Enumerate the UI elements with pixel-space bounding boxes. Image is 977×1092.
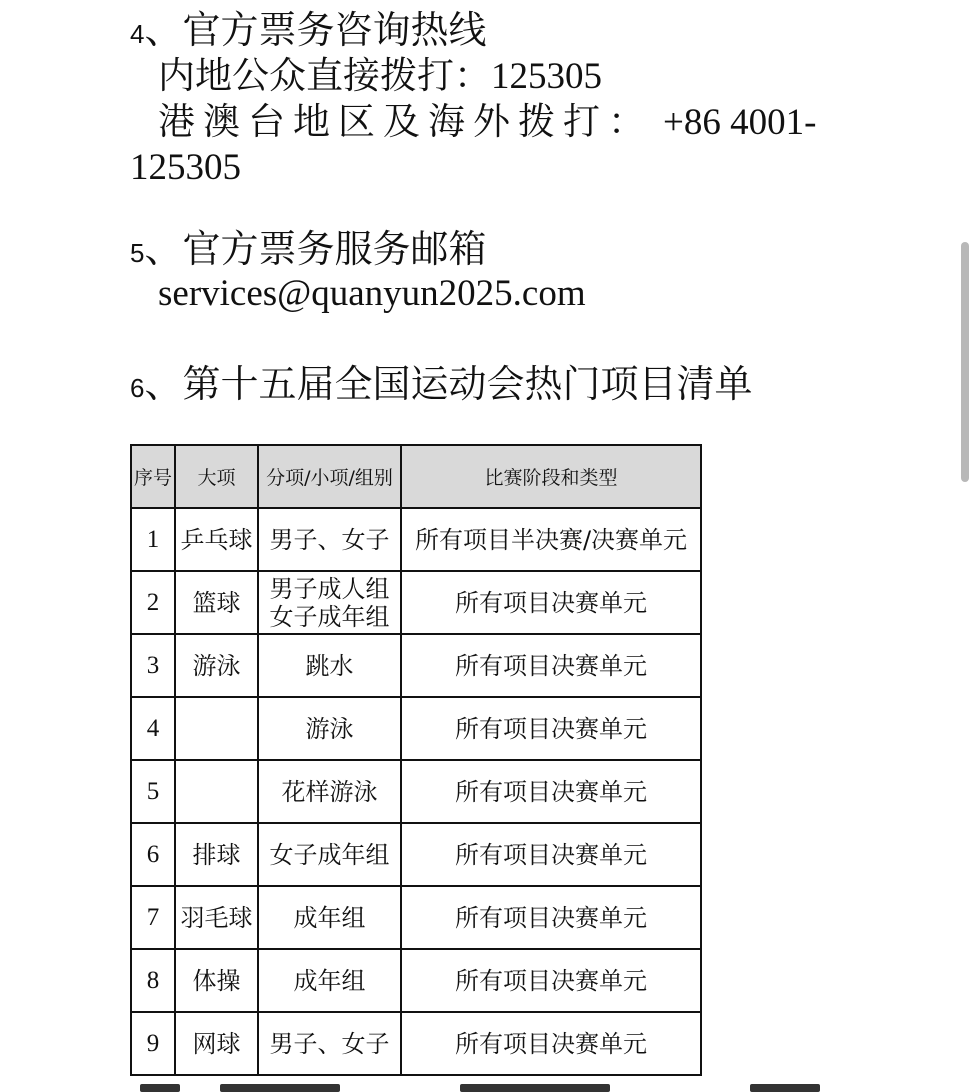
header-sport: 大项 [175, 445, 258, 508]
email-heading [130, 227, 486, 275]
row-stage: 所有项目决赛单元 [401, 949, 701, 1012]
hotline-heading [130, 8, 486, 56]
row-index: 1 [131, 508, 175, 571]
vertical-scrollbar[interactable] [961, 242, 969, 482]
email-number: 5 [130, 238, 145, 268]
table-row [131, 697, 701, 760]
row-sport: 网球 [175, 1012, 258, 1075]
subcategory-line: 女子成年组 [269, 602, 390, 631]
mainland-hotline [158, 54, 602, 99]
row-sport [175, 760, 258, 823]
row-index: 4 [131, 697, 175, 760]
table-row [131, 571, 701, 634]
row-subcategory: 游泳 [258, 697, 401, 760]
table-header-row [131, 445, 701, 508]
table-row [131, 1012, 701, 1075]
row-index: 9 [131, 1012, 175, 1075]
events-table [130, 444, 702, 1076]
hotline-number: 4 [130, 19, 145, 49]
row-subcategory: 花样游泳 [258, 760, 401, 823]
row-sport: 乒乓球 [175, 508, 258, 571]
row-sport [175, 697, 258, 760]
row-stage: 所有项目半决赛/决赛单元 [401, 508, 701, 571]
row-sport: 羽毛球 [175, 886, 258, 949]
row-sport: 体操 [175, 949, 258, 1012]
table-row [131, 949, 701, 1012]
row-sport: 游泳 [175, 634, 258, 697]
table-row [131, 634, 701, 697]
header-stage: 比赛阶段和类型 [401, 445, 701, 508]
overseas-hotline [158, 100, 816, 145]
row-stage: 所有项目决赛单元 [401, 886, 701, 949]
row-index: 2 [131, 571, 175, 634]
row-subcategory: 男子、女子 [258, 1012, 401, 1075]
table-row [131, 760, 701, 823]
table-row [131, 886, 701, 949]
mainland-label: 内地公众直接拨打： [158, 54, 491, 97]
table-row [131, 508, 701, 571]
events-title: 、第十五届全国运动会热门项目清单 [144, 362, 753, 406]
events-number: 6 [130, 373, 145, 403]
mainland-number: 125305 [491, 56, 602, 97]
table-row [131, 823, 701, 886]
row-subcategory: 成年组 [258, 949, 401, 1012]
email-address[interactable]: services@quanyun2025.com [158, 273, 586, 314]
row-subcategory: 跳水 [258, 634, 401, 697]
row-subcategory [258, 571, 401, 634]
row-sport: 排球 [175, 823, 258, 886]
header-subcategory: 分项/小项/组别 [258, 445, 401, 508]
row-stage: 所有项目决赛单元 [401, 1012, 701, 1075]
row-subcategory: 男子、女子 [258, 508, 401, 571]
row-index: 6 [131, 823, 175, 886]
row-sport: 篮球 [175, 571, 258, 634]
row-subcategory: 成年组 [258, 886, 401, 949]
row-subcategory: 女子成年组 [258, 823, 401, 886]
email-title: 、官方票务服务邮箱 [144, 227, 487, 271]
header-index: 序号 [131, 445, 175, 508]
events-heading [130, 362, 752, 410]
row-stage: 所有项目决赛单元 [401, 634, 701, 697]
subcategory-line: 男子成人组 [269, 574, 390, 603]
row-stage: 所有项目决赛单元 [401, 823, 701, 886]
row-stage: 所有项目决赛单元 [401, 760, 701, 823]
row-index: 3 [131, 634, 175, 697]
row-index: 5 [131, 760, 175, 823]
row-stage: 所有项目决赛单元 [401, 571, 701, 634]
overseas-label: 港澳台地区及海外拨打： [158, 100, 653, 143]
cutoff-text-fragment [130, 1080, 830, 1092]
row-index: 8 [131, 949, 175, 1012]
overseas-number-part1: +86 4001- [663, 102, 817, 143]
row-index: 7 [131, 886, 175, 949]
row-stage: 所有项目决赛单元 [401, 697, 701, 760]
hotline-title: 、官方票务咨询热线 [144, 8, 487, 52]
overseas-number-part2: 125305 [130, 147, 241, 188]
